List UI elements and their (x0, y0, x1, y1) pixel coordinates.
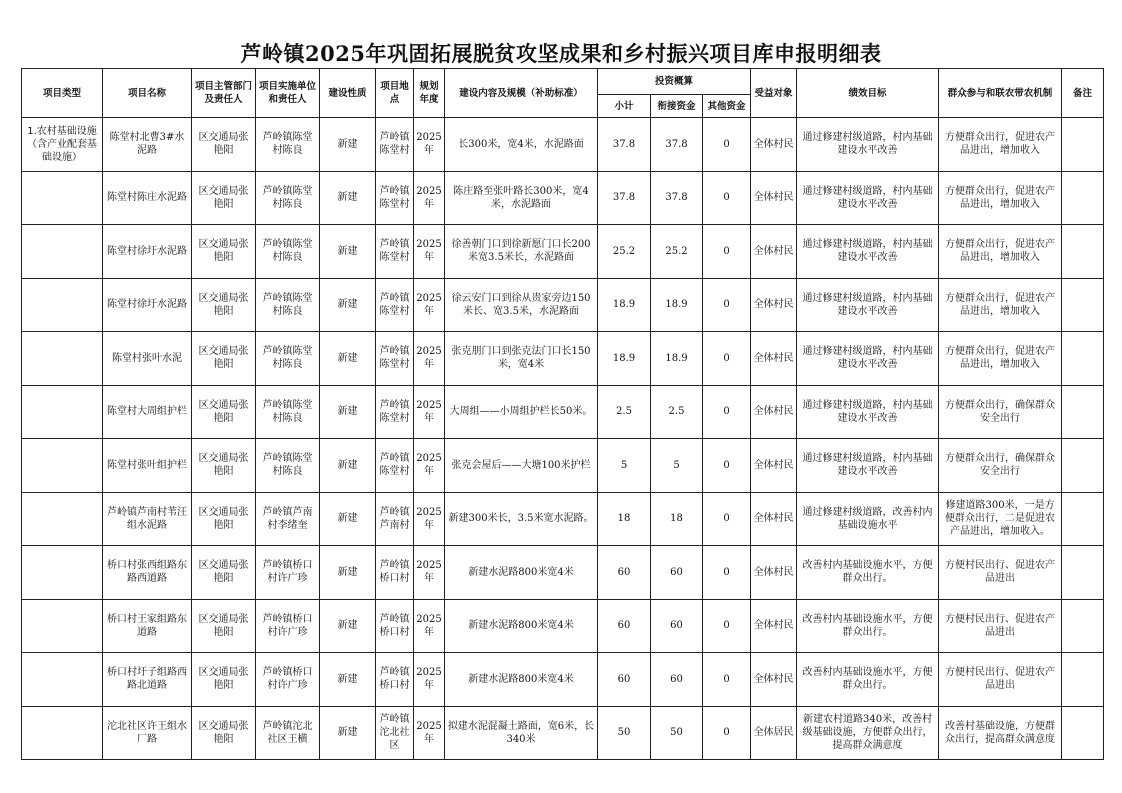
cell-nature: 新建 (320, 706, 376, 760)
cell-content: 新建水泥路800米宽4米 (445, 653, 598, 707)
cell-dept: 区交通局张艳阳 (192, 385, 256, 439)
cell-goal: 新建农村道路340米，改善村级基础设施，方便群众出行，提高群众满意度 (797, 706, 939, 760)
cell-location: 芦岭镇陈堂村 (376, 278, 414, 332)
header-remark: 备注 (1062, 69, 1104, 118)
cell-nature: 新建 (320, 332, 376, 386)
cell-subtotal: 60 (598, 599, 651, 653)
cell-remark (1062, 599, 1104, 653)
cell-unit: 芦岭镇桥口村许广珍 (256, 599, 320, 653)
table-row (22, 706, 1104, 760)
table-row (22, 278, 1104, 332)
cell-year: 2025年 (414, 599, 445, 653)
cell-other: 0 (703, 225, 751, 279)
table-body (22, 118, 1104, 760)
cell-other: 0 (703, 653, 751, 707)
cell-dept: 区交通局张艳阳 (192, 118, 256, 172)
cell-location: 芦岭镇陈堂村 (376, 118, 414, 172)
cell-mass: 方便群众出行，促进农产品进出，增加收入 (939, 171, 1062, 225)
header-mass: 群众参与和联农带农机制 (939, 69, 1062, 118)
cell-content: 陈庄路至张叶路长300米，宽4米，水泥路面 (445, 171, 598, 225)
cell-location: 芦岭镇陈堂村 (376, 225, 414, 279)
cell-unit: 芦岭镇陈堂村陈良 (256, 332, 320, 386)
cell-unit: 芦岭镇芦南村李绪奎 (256, 492, 320, 546)
cell-subtotal: 18 (598, 492, 651, 546)
cell-dept: 区交通局张艳阳 (192, 653, 256, 707)
cell-connect: 60 (651, 653, 703, 707)
cell-beneficiary: 全体居民 (751, 706, 797, 760)
cell-nature: 新建 (320, 439, 376, 493)
cell-beneficiary: 全体村民 (751, 332, 797, 386)
cell-year: 2025年 (414, 225, 445, 279)
cell-connect: 18 (651, 492, 703, 546)
cell-remark (1062, 278, 1104, 332)
cell-nature: 新建 (320, 653, 376, 707)
cell-subtotal: 18.9 (598, 278, 651, 332)
header-beneficiary: 受益对象 (751, 69, 797, 118)
cell-type (22, 653, 103, 707)
cell-name: 桥口村张西组路东路西道路 (103, 546, 192, 600)
cell-connect: 5 (651, 439, 703, 493)
table-row (22, 171, 1104, 225)
cell-location: 芦岭镇芦南村 (376, 492, 414, 546)
cell-year: 2025年 (414, 546, 445, 600)
cell-dept: 区交通局张艳阳 (192, 599, 256, 653)
cell-remark (1062, 706, 1104, 760)
cell-beneficiary: 全体村民 (751, 439, 797, 493)
cell-location: 芦岭镇沱北社区 (376, 706, 414, 760)
cell-nature: 新建 (320, 171, 376, 225)
cell-subtotal: 18.9 (598, 332, 651, 386)
cell-remark (1062, 439, 1104, 493)
cell-name: 陈堂村北曹3#水泥路 (103, 118, 192, 172)
cell-type (22, 439, 103, 493)
cell-year: 2025年 (414, 653, 445, 707)
cell-connect: 37.8 (651, 171, 703, 225)
cell-remark (1062, 332, 1104, 386)
header-location: 项目地点 (376, 69, 414, 118)
cell-connect: 25.2 (651, 225, 703, 279)
table-row (22, 546, 1104, 600)
cell-connect: 50 (651, 706, 703, 760)
cell-unit: 芦岭镇陈堂村陈良 (256, 385, 320, 439)
cell-name: 陈堂村张叶水泥 (103, 332, 192, 386)
cell-beneficiary: 全体村民 (751, 653, 797, 707)
cell-subtotal: 60 (598, 653, 651, 707)
cell-beneficiary: 全体村民 (751, 385, 797, 439)
cell-mass: 方便群众出行，促进农产品进出，增加收入 (939, 332, 1062, 386)
cell-beneficiary: 全体村民 (751, 546, 797, 600)
cell-nature: 新建 (320, 599, 376, 653)
cell-subtotal: 5 (598, 439, 651, 493)
cell-name: 陈堂村大周组护栏 (103, 385, 192, 439)
cell-type (22, 546, 103, 600)
cell-mass: 方便群众出行，促进农产品进出，增加收入 (939, 278, 1062, 332)
cell-year: 2025年 (414, 278, 445, 332)
table-row (22, 492, 1104, 546)
cell-unit: 芦岭镇桥口村许广珍 (256, 546, 320, 600)
header-connect: 衔接资金 (651, 95, 703, 118)
cell-subtotal: 60 (598, 546, 651, 600)
table-row (22, 385, 1104, 439)
cell-type (22, 225, 103, 279)
cell-other: 0 (703, 706, 751, 760)
cell-other: 0 (703, 332, 751, 386)
cell-location: 芦岭镇陈堂村 (376, 332, 414, 386)
cell-goal: 通过修建村级道路，村内基础建设水平改善 (797, 278, 939, 332)
cell-connect: 18.9 (651, 332, 703, 386)
cell-year: 2025年 (414, 439, 445, 493)
cell-name: 陈堂村张叶组护栏 (103, 439, 192, 493)
table-row (22, 118, 1104, 172)
cell-name: 陈堂村陈庄水泥路 (103, 171, 192, 225)
cell-goal: 通过修建村级道路，村内基础建设水平改善 (797, 225, 939, 279)
cell-other: 0 (703, 278, 751, 332)
cell-beneficiary: 全体村民 (751, 225, 797, 279)
cell-goal: 通过修建村级道路，村内基础建设水平改善 (797, 385, 939, 439)
header-dept: 项目主管部门及责任人 (192, 69, 256, 118)
header-unit: 项目实施单位和责任人 (256, 69, 320, 118)
cell-type (22, 706, 103, 760)
cell-subtotal: 37.8 (598, 171, 651, 225)
cell-type (22, 599, 103, 653)
cell-mass: 方便群众出行，确保群众安全出行 (939, 385, 1062, 439)
cell-unit: 芦岭镇陈堂村陈良 (256, 171, 320, 225)
cell-year: 2025年 (414, 492, 445, 546)
cell-year: 2025年 (414, 118, 445, 172)
cell-location: 芦岭镇陈堂村 (376, 385, 414, 439)
cell-dept: 区交通局张艳阳 (192, 332, 256, 386)
cell-type (22, 385, 103, 439)
cell-content: 大周组——小周组护栏长50米。 (445, 385, 598, 439)
cell-connect: 37.8 (651, 118, 703, 172)
table-row (22, 225, 1104, 279)
header-invest: 投资概算 (598, 69, 751, 95)
cell-other: 0 (703, 385, 751, 439)
cell-type (22, 278, 103, 332)
cell-content: 张克朋门口到张克法门口长150米，宽4米 (445, 332, 598, 386)
cell-type (22, 492, 103, 546)
cell-type (22, 332, 103, 386)
header-goal: 绩效目标 (797, 69, 939, 118)
project-table (21, 68, 1104, 760)
cell-dept: 区交通局张艳阳 (192, 706, 256, 760)
cell-mass: 方便村民出行、促进农产品进出 (939, 653, 1062, 707)
cell-beneficiary: 全体村民 (751, 492, 797, 546)
cell-other: 0 (703, 439, 751, 493)
header-type: 项目类型 (22, 69, 103, 118)
cell-connect: 60 (651, 599, 703, 653)
cell-location: 芦岭镇陈堂村 (376, 171, 414, 225)
cell-year: 2025年 (414, 171, 445, 225)
cell-goal: 通过修建村级道路，改善村内基础设施水平 (797, 492, 939, 546)
cell-unit: 芦岭镇陈堂村陈良 (256, 439, 320, 493)
table-row (22, 332, 1104, 386)
table-row (22, 653, 1104, 707)
cell-other: 0 (703, 171, 751, 225)
cell-subtotal: 37.8 (598, 118, 651, 172)
page-title: 芦岭镇2025年巩固拓展脱贫攻坚成果和乡村振兴项目库申报明细表 (240, 41, 882, 66)
cell-name: 陈堂村徐圩水泥路 (103, 278, 192, 332)
cell-nature: 新建 (320, 118, 376, 172)
cell-location: 芦岭镇桥口村 (376, 546, 414, 600)
cell-beneficiary: 全体村民 (751, 118, 797, 172)
cell-content: 新建水泥路800米宽4米 (445, 599, 598, 653)
header-nature: 建设性质 (320, 69, 376, 118)
cell-year: 2025年 (414, 332, 445, 386)
cell-content: 张克会屋后——大塘100米护栏 (445, 439, 598, 493)
cell-dept: 区交通局张艳阳 (192, 278, 256, 332)
cell-mass: 方便村民出行、促进农产品进出 (939, 599, 1062, 653)
cell-mass: 改善村基础设施，方便群众出行，提高群众满意度 (939, 706, 1062, 760)
cell-mass: 修建道路300米，一是方便群众出行，二是促进农产品进出，增加收入。 (939, 492, 1062, 546)
cell-dept: 区交通局张艳阳 (192, 439, 256, 493)
header-name: 项目名称 (103, 69, 192, 118)
cell-year: 2025年 (414, 706, 445, 760)
cell-remark (1062, 492, 1104, 546)
header-content: 建设内容及规模（补助标准） (445, 69, 598, 118)
cell-content: 拟建水泥混凝土路面，宽6米，长340米 (445, 706, 598, 760)
cell-nature: 新建 (320, 546, 376, 600)
cell-dept: 区交通局张艳阳 (192, 171, 256, 225)
cell-nature: 新建 (320, 385, 376, 439)
cell-unit: 芦岭镇陈堂村陈良 (256, 225, 320, 279)
cell-mass: 方便村民出行、促进农产品进出 (939, 546, 1062, 600)
cell-nature: 新建 (320, 225, 376, 279)
cell-goal: 通过修建村级道路，村内基础建设水平改善 (797, 332, 939, 386)
header-subtotal: 小计 (598, 95, 651, 118)
cell-dept: 区交通局张艳阳 (192, 225, 256, 279)
cell-type (22, 171, 103, 225)
cell-connect: 2.5 (651, 385, 703, 439)
cell-mass: 方便群众出行，促进农产品进出，增加收入 (939, 118, 1062, 172)
cell-connect: 18.9 (651, 278, 703, 332)
cell-remark (1062, 385, 1104, 439)
cell-content: 长300米，宽4米，水泥路面 (445, 118, 598, 172)
cell-location: 芦岭镇陈堂村 (376, 439, 414, 493)
cell-name: 桥口村王家组路东道路 (103, 599, 192, 653)
cell-content: 徐云安门口到徐从贵家旁边150米长、宽3.5米，水泥路面 (445, 278, 598, 332)
cell-goal: 改善村内基础设施水平，方便群众出行。 (797, 653, 939, 707)
cell-other: 0 (703, 118, 751, 172)
cell-remark (1062, 171, 1104, 225)
cell-location: 芦岭镇桥口村 (376, 599, 414, 653)
header-other: 其他资金 (703, 95, 751, 118)
cell-beneficiary: 全体村民 (751, 278, 797, 332)
cell-subtotal: 2.5 (598, 385, 651, 439)
cell-unit: 芦岭镇陈堂村陈良 (256, 118, 320, 172)
cell-unit: 芦岭镇陈堂村陈良 (256, 278, 320, 332)
cell-other: 0 (703, 546, 751, 600)
cell-unit: 芦岭镇沱北社区王横 (256, 706, 320, 760)
table-row (22, 439, 1104, 493)
cell-remark (1062, 653, 1104, 707)
cell-dept: 区交通局张艳阳 (192, 492, 256, 546)
cell-dept: 区交通局张艳阳 (192, 546, 256, 600)
cell-beneficiary: 全体村民 (751, 599, 797, 653)
cell-remark (1062, 118, 1104, 172)
cell-goal: 通过修建村级道路，村内基础建设水平改善 (797, 118, 939, 172)
cell-subtotal: 25.2 (598, 225, 651, 279)
cell-other: 0 (703, 599, 751, 653)
header-year: 规划年度 (414, 69, 445, 118)
cell-unit: 芦岭镇桥口村许广珍 (256, 653, 320, 707)
cell-content: 新建300米长，3.5米宽水泥路。 (445, 492, 598, 546)
cell-beneficiary: 全体村民 (751, 171, 797, 225)
cell-remark (1062, 546, 1104, 600)
cell-type: 1.农村基础设施（含产业配套基础设施） (22, 118, 103, 172)
cell-other: 0 (703, 492, 751, 546)
cell-name: 桥口村圩子组路西路北道路 (103, 653, 192, 707)
cell-remark (1062, 225, 1104, 279)
cell-name: 芦岭镇芦南村苇汪组水泥路 (103, 492, 192, 546)
cell-goal: 改善村内基础设施水平，方便群众出行。 (797, 546, 939, 600)
cell-name: 陈堂村徐圩水泥路 (103, 225, 192, 279)
cell-mass: 方便群众出行，确保群众安全出行 (939, 439, 1062, 493)
cell-content: 徐善朝门口到徐新愿门口长200米宽3.5米长，水泥路面 (445, 225, 598, 279)
table-row (22, 599, 1104, 653)
cell-subtotal: 50 (598, 706, 651, 760)
cell-mass: 方便群众出行，促进农产品进出，增加收入 (939, 225, 1062, 279)
cell-location: 芦岭镇桥口村 (376, 653, 414, 707)
cell-year: 2025年 (414, 385, 445, 439)
cell-nature: 新建 (320, 278, 376, 332)
cell-content: 新建水泥路800米宽4米 (445, 546, 598, 600)
cell-name: 沱北社区许王组水厂路 (103, 706, 192, 760)
cell-goal: 通过修建村级道路，村内基础建设水平改善 (797, 171, 939, 225)
cell-nature: 新建 (320, 492, 376, 546)
cell-goal: 改善村内基础设施水平，方便群众出行。 (797, 599, 939, 653)
cell-goal: 通过修建村级道路，村内基础建设水平改善 (797, 439, 939, 493)
cell-connect: 60 (651, 546, 703, 600)
